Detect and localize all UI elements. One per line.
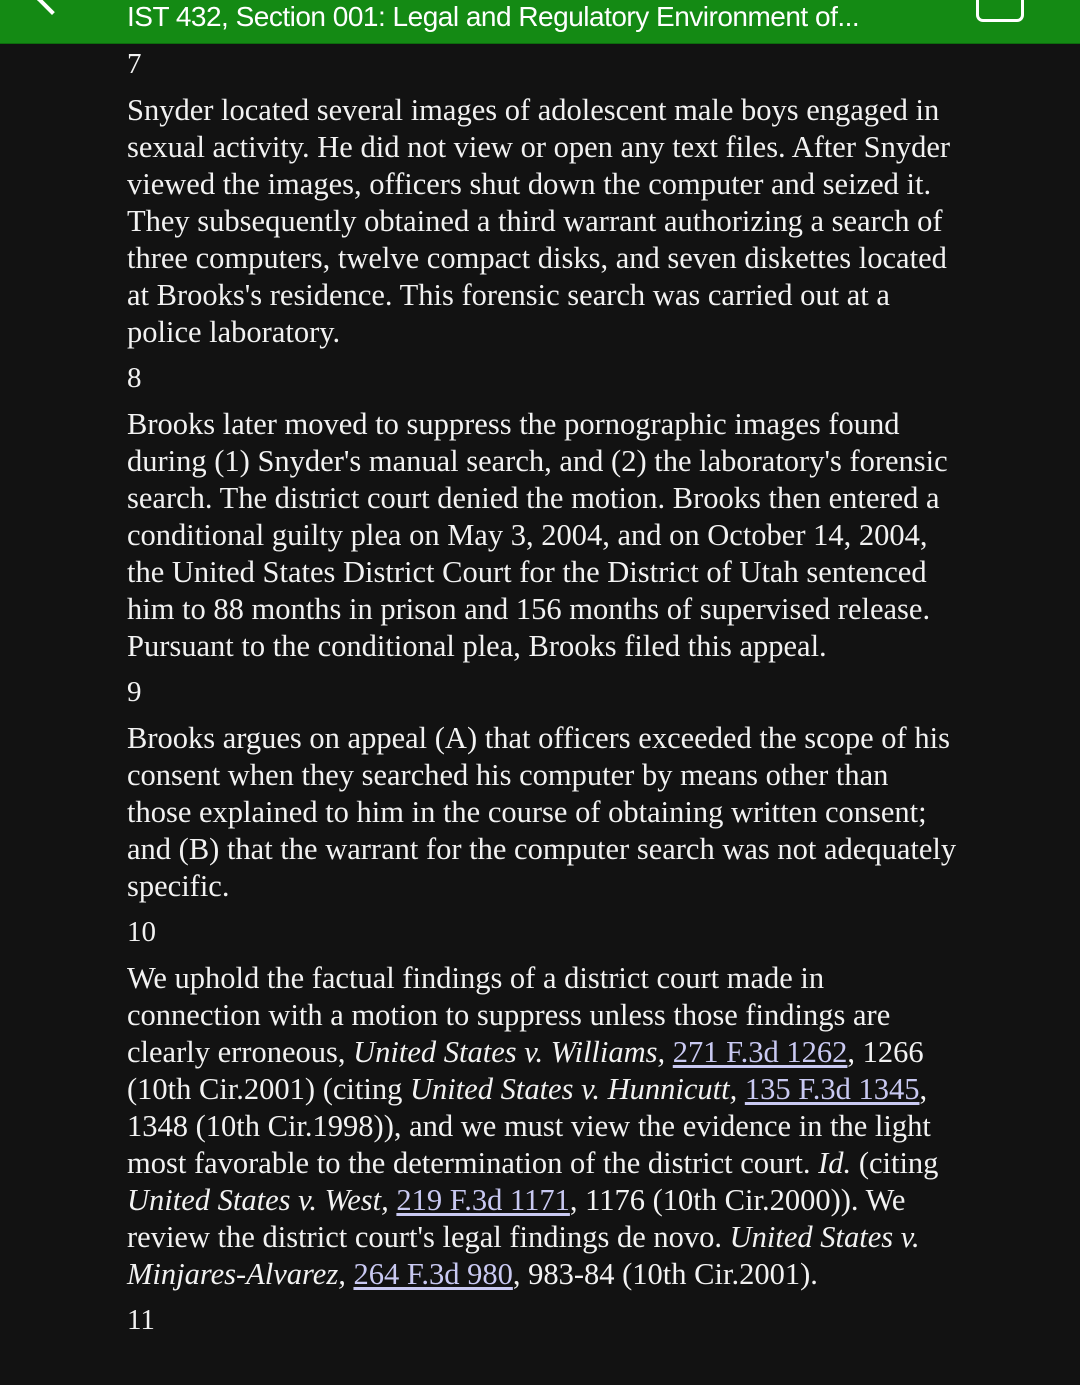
paragraph [127, 960, 957, 1293]
paragraph: Brooks argues on appeal (A) that officers exceeded the scope of his consent when they searched his computer by means other than those explained to him in the course of obtaining written consent; and (B) that the warrant for the computer search was not adequately specific. [127, 721, 957, 903]
page-title: IST 432, Section 001: Legal and Regulatory Environment of... [127, 1, 860, 32]
text: , 983-84 (10th Cir.2001). [512, 1257, 818, 1291]
top-app-bar [0, 0, 1080, 44]
text: (citing [851, 1146, 939, 1180]
paragraph-number: 9 [127, 676, 142, 708]
document-body [127, 46, 957, 1348]
paragraph: Brooks later moved to suppress the pornographic images found during (1) Snyder's manual search, and (2) the laboratory's forensic search. The district court denied the motion. Brooks then entered a conditional guilty plea on May 3, 2004, and on October 14, 2004, the United States District Court for the District of Utah sentenced him to 88 months in prison and 156 months of supervised release. Pursuant to the conditional plea, Brooks filed this appeal. [127, 407, 948, 663]
text: , 1176 (10th Cir.2000)). We review the district court's legal findings de novo. [127, 1183, 906, 1254]
paragraph-number: 11 [127, 1304, 155, 1336]
window-icon[interactable] [976, 0, 1024, 22]
case-name: United States v. Minjares-Alvarez, [127, 1220, 920, 1291]
case-name: United States v. West, [127, 1183, 389, 1217]
paragraph-number: 10 [127, 916, 156, 948]
citation-link[interactable]: 264 F.3d 980 [353, 1257, 513, 1291]
citation-link[interactable]: 219 F.3d 1171 [396, 1183, 570, 1217]
text: We uphold the factual findings of a district court made in connection with a motion to suppress unless those findings are clearly erroneous, [127, 961, 891, 1069]
text: , 1348 (10th Cir.1998)), and we must view the evidence in the light most favorable to the determination of the district court. [127, 1072, 931, 1180]
text [665, 1035, 673, 1069]
citation-link[interactable]: 135 F.3d 1345 [744, 1072, 920, 1106]
paragraph: Snyder located several images of adolescent male boys engaged in sexual activity. He did not view or open any text files. After Snyder viewed the images, officers shut down the computer and seized it. They subsequently obtained a third warrant authorizing a search of three computers, twelve compact disks, and seven diskettes located at Brooks's residence. This forensic search was carried out at a police laboratory. [127, 93, 951, 349]
id-signal: Id. [818, 1146, 852, 1180]
text [737, 1072, 745, 1106]
case-name: United States v. Williams, [353, 1035, 666, 1069]
case-name: United States v. Hunnicutt, [409, 1072, 738, 1106]
text: , 1266 (10th Cir.2001) (citing [127, 1035, 924, 1106]
paragraph-number: 8 [127, 362, 142, 394]
paragraph-number: 7 [127, 48, 142, 80]
back-chevron-icon[interactable] [35, 0, 69, 15]
citation-link[interactable]: 271 F.3d 1262 [672, 1035, 848, 1069]
